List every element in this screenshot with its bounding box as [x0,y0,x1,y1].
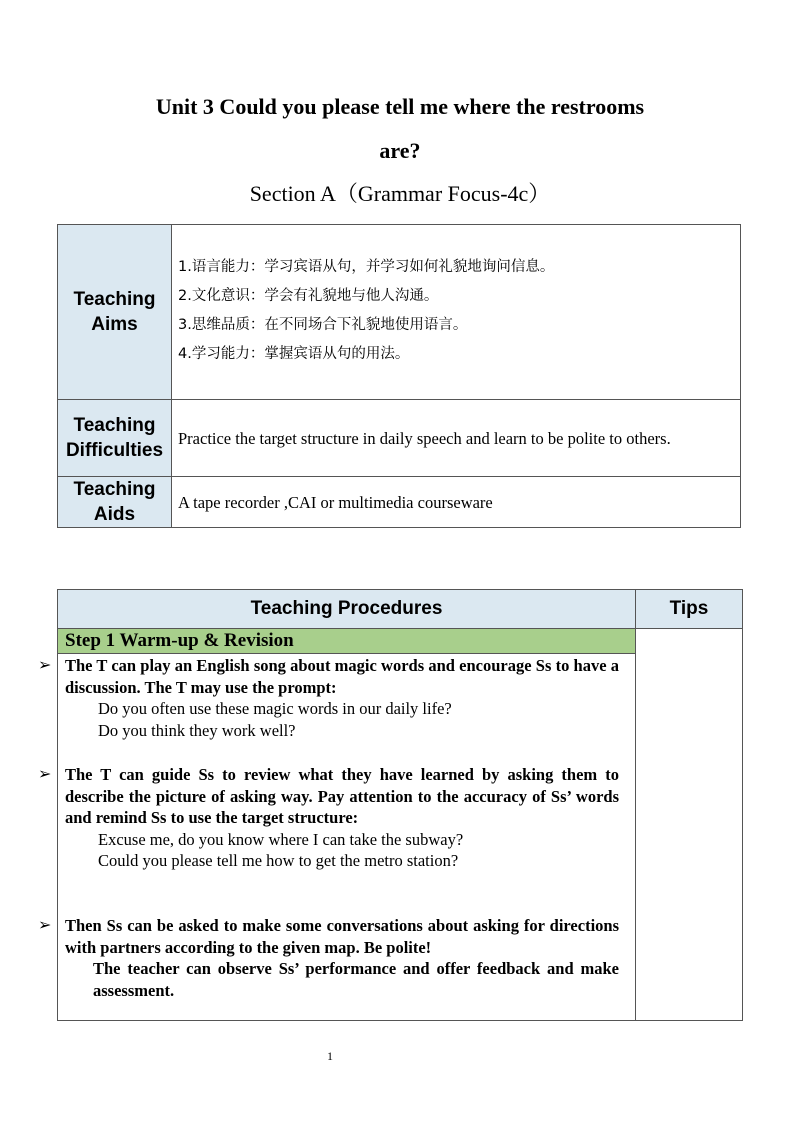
prompt-line: Do you think they work well? [98,720,296,740]
tips-column-cell [636,629,743,1021]
teaching-aids-label: Teaching Aids [58,477,172,528]
point-instruction: Then Ss can be asked to make some conversations about asking for directions with partners according to the given map. Be polite! [65,916,619,957]
example-line: Could you please tell me how to get the metro station? [98,851,459,871]
aim-item: 1.语言能力：学习宾语从句，并学习如何礼貌地询问信息。 [178,259,555,275]
procedure-point [38,764,619,872]
bullet-arrow-icon: ➢ [38,657,52,674]
teacher-note: The teacher can observe Ss’ performance and offer feedback and make assessment. [93,959,619,1000]
example-line: Excuse me, do you know where I can take the subway? [98,829,464,849]
document-title-line-1: Unit 3 Could you please tell me where the restrooms [155,94,645,119]
aim-item: 2.文化意识：学会有礼貌地与他人沟通。 [178,288,439,304]
prompt-line: Do you often use these magic words in our daily life? [98,699,452,719]
procedure-point [38,655,619,741]
bullet-arrow-icon: ➢ [38,766,52,783]
page-number: 1 [327,1049,333,1063]
point-instruction: The T can play an English song about magic words and encourage Ss to have a discussion. The T may use the prompt: [65,656,619,697]
teaching-difficulties-text: Practice the target structure in daily speech and learn to be polite to others. [172,400,741,477]
aim-item: 3.思维品质：在不同场合下礼貌地使用语言。 [178,317,468,333]
bullet-arrow-icon: ➢ [38,917,52,934]
teaching-aims-list [172,225,741,400]
procedures-header: Teaching Procedures [58,590,636,629]
teaching-difficulties-label: Teaching Difficulties [58,400,172,477]
tips-header: Tips [636,590,743,629]
point-instruction: The T can guide Ss to review what they have learned by asking them to describe the picture of asking way. Pay attention to the accuracy of Ss’ words and remind Ss to use the target structure: [65,765,619,828]
step-title: Step 1 Warm-up & Revision [58,629,636,654]
aim-item: 4.学习能力：掌握宾语从句的用法。 [178,346,410,362]
teaching-procedures-table [38,589,743,1021]
teaching-aims-label: Teaching Aims [58,225,172,400]
teaching-info-table [57,224,741,528]
step-body [38,654,636,1021]
section-subtitle: Section A（Grammar Focus-4c） [249,181,551,206]
document-title-line-2: are? [379,138,421,163]
teaching-aids-text: A tape recorder ,CAI or multimedia courseware [172,477,741,528]
procedure-point [38,915,619,1001]
